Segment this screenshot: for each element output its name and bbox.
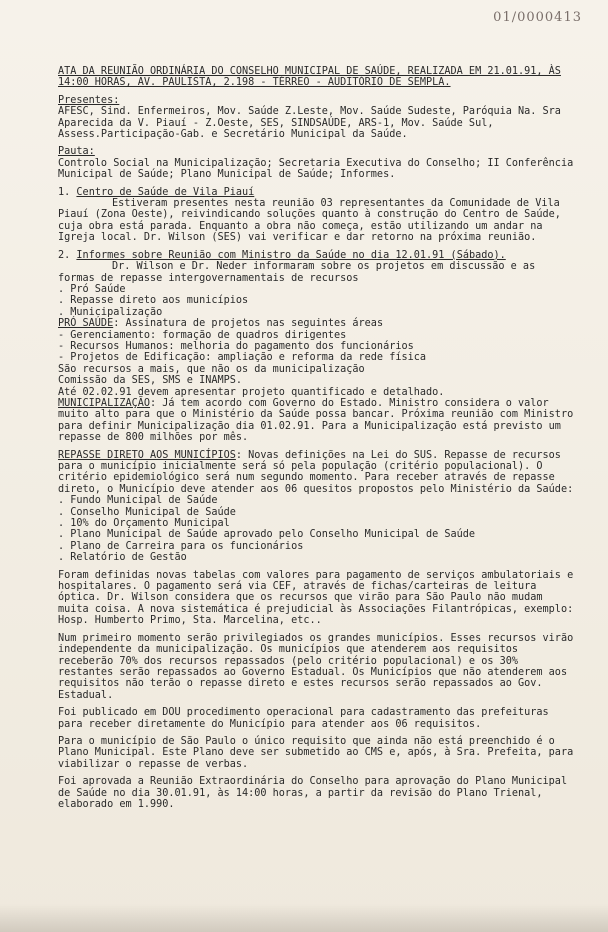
page-edge-shadow: [0, 904, 608, 932]
list-item: . Conselho Municipal de Saúde: [58, 506, 236, 518]
document-title: ATA DA REUNIÃO ORDINÁRIA DO CONSELHO MUNICIPAL DE SAÚDE, REALIZADA EM 21.01.91, ÀS 14:00 HORAS, AV. PAULISTA, 2.198 - TÉRREO - AUDITÓRIO DE SEMPLA.: [58, 66, 561, 89]
item2-heading-row: [58, 250, 578, 261]
presentes-section: [58, 95, 578, 141]
municipalizacao-label: MUNICIPALIZAÇÃO: [58, 397, 151, 409]
item1-heading: Centro de Saúde de Vila Piauí: [76, 186, 255, 198]
paragraph-sao-paulo: Para o município de São Paulo o único requisito que ainda não está preenchido é o Plano Municipal. Este Plano deve ser submetido ao CMS e, após, à Sra. Prefeita, para viabilizar o repasse de verbas.: [58, 735, 574, 770]
repasse-forms-list: [58, 284, 578, 318]
pro-saude-intro: : Assinatura de projetos nas seguintes áreas: [113, 318, 384, 330]
paragraph-grandes-municipios: Num primeiro momento serão privilegiados os grandes municípios. Esses recursos virão independente da municipalização. Os municípios que atenderem aos requisitos receberão 70% dos recursos repassados (pelo critério populacional) e os 30% restantes serão repassados ao Governo Estadual. Os Municípios que não atenderem aos requisitos não terão o repasse direto e estes recursos serão repassados ao Gov. Estadual.: [58, 632, 574, 701]
paragraph-tabelas: Foram definidas novas tabelas com valores para pagamento de serviços ambulatoriais e hospitalares. O pagamento será via CEF, através de fichas/carteiras de leitura óptica. Dr. Wilson considera que os recursos que virão para São Paulo não mudam muita coisa. A nova sistemática é prejudicial às Associações Filantrópicas, exemplo: Hosp. Humberto Primo, Sta. Marcelina, etc..: [58, 569, 574, 627]
repasse-quesitos-list: [58, 495, 578, 563]
list-item: - Projetos de Edificação: ampliação e reforma da rede física: [58, 352, 427, 364]
document-number: 01/0000413: [493, 10, 582, 25]
pro-saude-list: [58, 330, 578, 364]
pro-saude-line3: Até 02.02.91 devem apresentar projeto quantificado e detalhado.: [58, 386, 445, 398]
item1-number: 1.: [58, 186, 71, 198]
document-body: [58, 66, 578, 810]
item2-text: Dr. Wilson e Dr. Neder informaram sobre os projetos em discussão e as formas de repasse intergovernamentais de recursos: [58, 261, 536, 284]
repasse-text: : Novas definições na Lei do SUS. Repasse de recursos para o município inicialmente será só pela população (critério populacional). O critério epidemiológico será num segundo momento. Para receber através de repasse direto, o Município deve atender aos 06 quesitos propostos pelo Ministério da Saúde:: [58, 449, 574, 495]
pro-saude-intro-row: [58, 318, 578, 329]
municipalizacao-row: [58, 398, 578, 444]
list-item: . Municipalização: [58, 306, 163, 318]
pro-saude-line2: Comissão da SES, SMS e INAMPS.: [58, 375, 243, 387]
pauta-heading: Pauta:: [58, 146, 95, 158]
repasse-row: [58, 450, 578, 496]
item2-heading: Informes sobre Reunião com Ministro da Saúde no dia 12.01.91 (Sábado).: [76, 249, 506, 261]
item1-heading-row: [58, 187, 578, 198]
presentes-heading: Presentes:: [58, 94, 120, 106]
repasse-label: REPASSE DIRETO AOS MUNICÍPIOS: [58, 449, 236, 461]
list-item: . Plano de Carreira para os funcionários: [58, 540, 304, 552]
pauta-section: [58, 146, 578, 180]
pauta-text: Controlo Social na Municipalização; Secretaria Executiva do Conselho; II Conferência Municipal de Saúde; Plano Municipal de Saúde; Informes.: [58, 157, 574, 181]
list-item: . Relatório de Gestão: [58, 552, 187, 564]
list-item: . 10% do Orçamento Municipal: [58, 518, 230, 530]
list-item: . Pró Saúde: [58, 283, 126, 295]
pro-saude-label: PRÓ SAÚDE: [58, 318, 114, 330]
item2-number: 2.: [58, 249, 71, 261]
paragraph-dou: Foi publicado em DOU procedimento operacional para cadastramento das prefeituras para receber diretamente do Município para atender aos 06 requisitos.: [58, 707, 549, 730]
list-item: . Fundo Municipal de Saúde: [58, 495, 218, 507]
paragraph-reuniao-extraordinaria: Foi aprovada a Reunião Extraordinária do Conselho para aprovação do Plano Municipal de Saúde no dia 30.01.91, às 14:00 horas, a partir da revisão do Plano Trienal, elaborado em 1.990.: [58, 776, 568, 810]
list-item: . Plano Municipal de Saúde aprovado pelo Conselho Municipal de Saúde: [58, 529, 476, 541]
item1-text: Estiveram presentes nesta reunião 03 representantes da Comunidade de Vila Piauí (Zona Oeste), reivindicando soluções quanto à construção do Centro de Saúde, cuja obra está parada. Enquanto a obra não começa, estão utilizando um andar na Igreja local. Dr. Wilson (SES) vai verificar e dar retorno na próxima reunião.: [58, 198, 561, 244]
list-item: . Repasse direto aos municípios: [58, 295, 249, 307]
presentes-text: AFESC, Sind. Enfermeiros, Mov. Saúde Z.Leste, Mov. Saúde Sudeste, Paróquia Na. Sra Aparecida da V. Piauí - Z.Oeste, SES, SINDSAÚDE, ARS-1, Mov. Saúde Sul, Assess.Participação-Gab. e Secretário Municipal da Saúde.: [58, 106, 561, 141]
municipalizacao-text: : Já tem acordo com Governo do Estado. Ministro considera o valor muito alto para que o Ministério da Saúde possa bancar. Próxima reunião com Ministro para definir Municipalização dia 01.02.91. Para a Municipalização está previsto um repasse de 800 milhões por mês.: [58, 397, 574, 444]
pro-saude-line1: São recursos a mais, que não os da municipalização: [58, 363, 365, 375]
list-item: - Recursos Humanos: melhoria do pagamento dos funcionários: [58, 340, 414, 352]
list-item: - Gerenciamento: formação de quadros dirigentes: [58, 329, 347, 341]
